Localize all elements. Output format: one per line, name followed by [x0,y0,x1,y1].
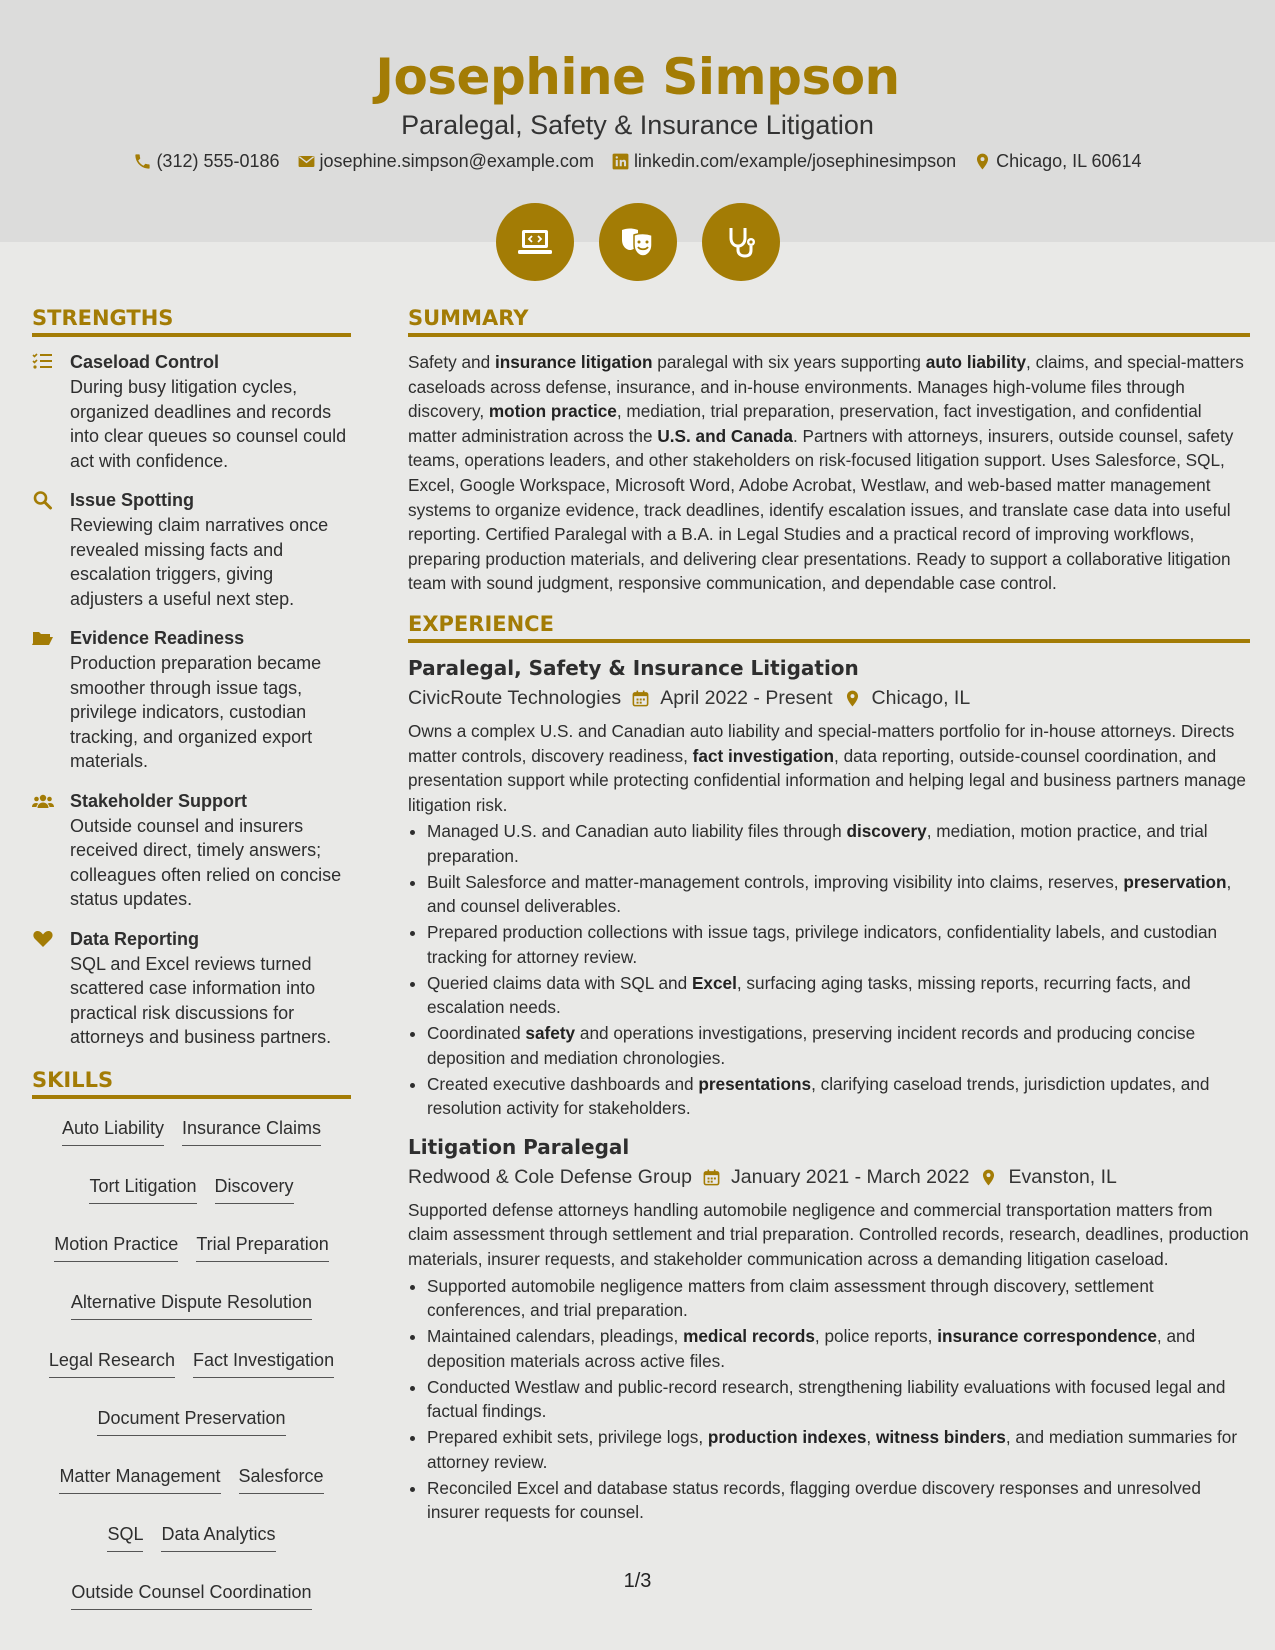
left-column [32,306,351,1610]
map-pin-icon [979,1168,998,1187]
job-title: Paralegal, Safety & Insurance Litigation [408,655,859,680]
skill-chip: Matter Management [59,1464,220,1494]
job-meta [408,687,1250,710]
bullet-item: • Prepared production collections with issue tags, privilege indicators, confidentiality labels, and custodian tracking for attorney review. [427,920,1250,969]
strength-item [32,488,351,611]
strength-description: During busy litigation cycles, organized deadlines and records into clear queues so counsel could act with confidence. [70,377,347,471]
job-title: Litigation Paralegal [408,1134,630,1159]
phone-text: (312) 555-0186 [156,151,280,171]
linkedin-icon [611,152,630,171]
skill-chip: Salesforce [239,1464,324,1494]
stethoscope-icon [721,222,761,262]
bullet-item: • Prepared exhibit sets, privilege logs, production indexes, witness binders, and mediation summaries for attorney review. [427,1425,1250,1474]
skill-chip: Outside Counsel Coordination [71,1580,311,1610]
strength-item [32,789,351,912]
email-text: josephine.simpson@example.com [319,151,594,171]
skill-chip: Motion Practice [54,1232,178,1262]
strength-title: Issue Spotting [70,490,195,510]
summary-heading: SUMMARY [408,306,1250,337]
job-entry [408,656,1250,1121]
skill-chip: Discovery [215,1174,294,1204]
strengths-heading: STRENGTHS [32,306,351,337]
summary-text: Safety and insurance litigation paralegal with six years supporting auto liability, claims, and special-matters caseloads across defense, insurance, and in-house environments. Manages high-volume files through discovery, motion practice, mediation, trial preparation, preservation, fact investigation, and confidential matter administration across the U.S. and Canada. Partners with attorneys, insurers, outside counsel, safety teams, operations leaders, and other stakeholders on risk-focused litigation support. Uses Salesforce, SQL, Excel, Google Workspace, Microsoft Word, Adobe Acrobat, Westlaw, and web-based matter management systems to organize evidence, track deadlines, identify escalation issues, and translate case data into useful reporting. Certified Paralegal with a B.A. in Legal Studies and a practical record of improving workflows, preparing production materials, and delivering clear presentations. Ready to support a collaborative litigation team with sound judgment, responsive communication, and dependable case control. [408,352,1244,594]
skill-chip: Insurance Claims [182,1116,321,1146]
calendar-icon [702,1168,721,1187]
job-bullets [408,819,1250,1121]
strength-item [32,927,351,1050]
header-band [0,0,1275,242]
job-company: CivicRoute Technologies [408,686,622,709]
bullet-item: • Maintained calendars, pleadings, medical records, police reports, insurance correspondence, and deposition materials across active files. [427,1324,1250,1373]
theater-masks-badge [599,203,677,281]
strength-item [32,350,351,473]
job-description: Owns a complex U.S. and Canadian auto liability and special-matters portfolio for in-house attorneys. Directs matter controls, discovery readiness, fact investigation, data reporting, outside-counsel coordination, and presentation support while protecting confidential information and helping legal and business partners manage litigation risk. [408,720,1246,815]
right-column [408,306,1250,1539]
bullet-item: • Reconciled Excel and database status records, flagging overdue discovery responses and unresolved insurer requests for counsel. [427,1476,1250,1525]
skill-chip: Data Analytics [161,1522,275,1552]
users-icon [32,791,54,811]
strength-description: Outside counsel and insurers received direct, timely answers; colleagues often relied on concise status updates. [70,815,342,909]
bullet-item: • Conducted Westlaw and public-record research, strengthening liability evaluations with focused legal and factual findings. [427,1375,1250,1424]
skill-chip: Trial Preparation [196,1232,328,1262]
skill-chip: Alternative Dispute Resolution [71,1290,312,1320]
skills-list [32,1112,351,1610]
strength-title: Data Reporting [70,928,200,949]
headline: Paralegal, Safety & Insurance Litigation [401,110,874,140]
bullet-item: • Supported automobile negligence matters from claim assessment through discovery, settlement conferences, and trial preparation. [427,1274,1250,1323]
job-meta [408,1166,1250,1189]
envelope-icon [297,152,316,171]
calendar-icon [631,689,650,708]
candidate-name: Josephine Simpson [375,48,900,106]
skills-heading: SKILLS [32,1068,351,1099]
job-dates: April 2022 - Present [660,686,833,709]
linkedin-contact[interactable] [611,151,956,172]
bullet-item: • Coordinated safety and operations investigations, preserving incident records and producing concise deposition and mediation chronologies. [427,1021,1250,1070]
strength-description: SQL and Excel reviews turned scattered case information into practical risk discussions for attorneys and business partners. [70,953,332,1047]
location-contact [973,151,1141,172]
strength-item [32,626,351,774]
skill-chip: SQL [107,1522,143,1552]
skill-chip: Document Preservation [97,1406,285,1436]
map-pin-icon [843,689,862,708]
strength-title: Evidence Readiness [70,628,245,648]
skill-chip: Legal Research [49,1348,175,1378]
experience-heading: EXPERIENCE [408,612,1250,643]
laptop-code-icon [515,222,555,262]
strength-description: Production preparation became smoother through issue tags, privilege indicators, custodian tracking, and organized export materials. [70,653,322,771]
job-description: Supported defense attorneys handling automobile negligence and commercial transportation matters from claim assessment through settlement and trial preparation. Controlled records, research, deadlines, production materials, insurer requests, and stakeholder communication across a demanding litigation caseload. [408,1199,1249,1269]
map-pin-icon [973,152,992,171]
linkedin-text: linkedin.com/example/josephinesimpson [633,151,957,171]
search-icon [32,490,54,510]
skill-chip: Fact Investigation [193,1348,334,1378]
folder-open-icon [32,628,54,648]
phone-contact[interactable] [133,151,279,172]
bullet-item: • Created executive dashboards and presentations, clarifying caseload trends, jurisdiction updates, and resolution activity for stakeholders. [427,1072,1250,1121]
theater-masks-icon [618,222,658,262]
strength-title: Caseload Control [70,352,220,372]
strength-title: Stakeholder Support [70,790,248,811]
laptop-code-badge [496,203,574,281]
stethoscope-badge [702,203,780,281]
skill-chip: Auto Liability [62,1116,164,1146]
phone-icon [133,152,152,171]
contact-bar [0,151,1275,172]
job-location: Evanston, IL [1008,1165,1117,1188]
strength-description: Reviewing claim narratives once revealed missing facts and escalation triggers, giving adjusters a useful next step. [70,515,329,609]
tasks-list-icon [32,352,54,372]
job-company: Redwood & Cole Defense Group [408,1165,692,1188]
heart-icon [32,929,54,949]
job-entry [408,1135,1250,1525]
job-dates: January 2021 - March 2022 [731,1165,970,1188]
job-location: Chicago, IL [871,686,971,709]
page-number: 1/3 [623,1570,652,1592]
bullet-item: • Managed U.S. and Canadian auto liability files through discovery, mediation, motion practice, and trial preparation. [427,819,1250,868]
bullet-item: • Queried claims data with SQL and Excel, surfacing aging tasks, missing reports, recurring facts, and escalation needs. [427,971,1250,1020]
email-contact[interactable] [297,151,594,172]
location-text: Chicago, IL 60614 [996,151,1142,171]
bullet-item: • Built Salesforce and matter-management controls, improving visibility into claims, reserves, preservation, and counsel deliverables. [427,870,1250,919]
skill-chip: Tort Litigation [89,1174,196,1204]
badge-row [0,203,1275,281]
job-bullets [408,1274,1250,1525]
